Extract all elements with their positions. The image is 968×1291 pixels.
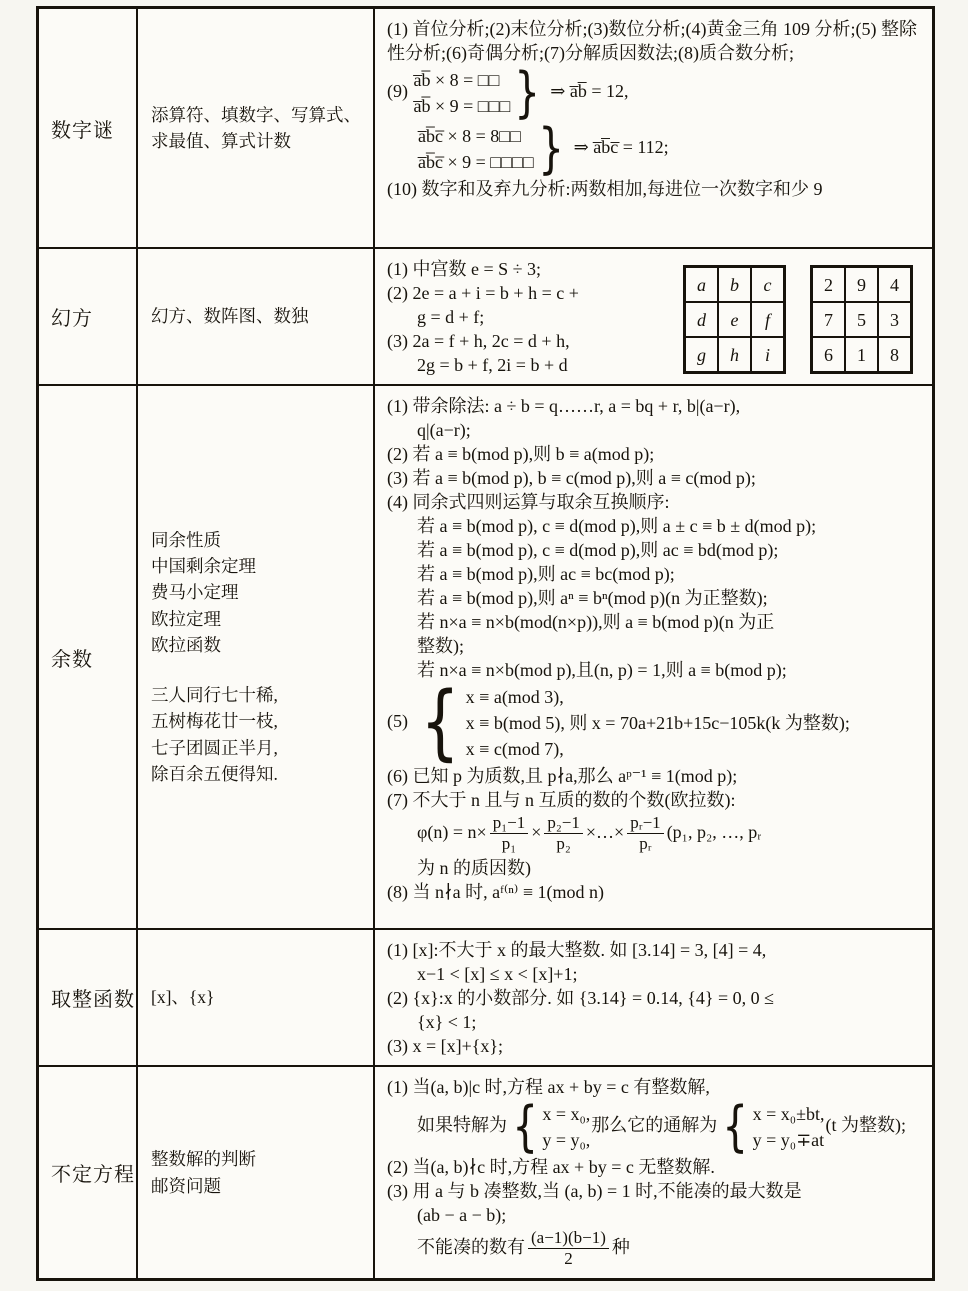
content-line [387,658,924,682]
subtopic-line: 费马小定理 [151,582,239,603]
text-run: {x} < 1; [417,1012,477,1032]
content-line [387,788,924,812]
numerator: p₂−1 [544,813,583,834]
grid-cell: i [751,337,784,372]
topic-cell [39,930,138,1067]
text-run: × [531,822,542,843]
text-run: g = d + f; [417,307,485,327]
subtopic-line: 添算符、填数字、写算式、求最值、算式计数 [151,104,361,151]
topic-label: 余数 [51,648,93,671]
content-lines [387,257,655,377]
equation-system [718,1094,825,1158]
subtopic-line: 五树梅花廿一枝, [151,711,278,732]
text-run: (1) [x]:不大于 x 的最大整数. 如 [3.14] = 3, [4] = 4, [387,940,767,960]
text-run: 若 a ≡ b(mod p), c ≡ d(mod p),则 ac ≡ bd(mod p); [417,540,779,560]
numerator: p₁−1 [490,813,529,834]
brace-glyph: { [512,1094,539,1158]
text-run: (1) 首位分析;(2)末位分析;(3)数位分析;(4)黄金三角 109 分析;(5) 整除性分析;(6)奇偶分析;(7)分解质因数法;(8)质合数分析; [387,19,917,63]
subtopic-line [151,658,367,682]
content-cell [375,1067,932,1278]
subtopic-line: 同余性质 [151,529,221,550]
text-run: (4) 同余式四则运算与取余互换顺序: [387,492,670,512]
topic-label: 取整函数 [51,989,135,1011]
content-line [387,17,924,65]
text-run: φ(n) = n× [417,822,487,843]
content-line [387,812,924,856]
content-line [387,1227,924,1271]
grid-cell: e [718,302,751,337]
content-line [387,281,655,305]
content-line [387,675,924,771]
subtopic-line: [x]、{x} [151,987,215,1008]
equation-line: x ≡ a(mod 3), [465,687,564,707]
equation-line: x ≡ b(mod 5), 则 x = 70a+21b+15c−105k(k 为整数); [465,713,850,733]
grid-cell: 1 [845,337,878,372]
equation-system [414,675,850,771]
text-run: (5) [387,711,413,732]
numerator: (a−1)(b−1) [528,1228,609,1249]
content-line [387,962,924,986]
fraction [490,813,529,855]
content-line [387,305,655,329]
content-line [387,634,924,658]
text-run: (8) 当 n∤a 时, aᶠ⁽ⁿ⁾ ≡ 1(mod n) [387,881,604,902]
subtopics-cell [138,9,375,249]
fraction [544,813,583,855]
content-line [387,329,655,353]
subtopics-cell [138,930,375,1067]
subtopics-cell [138,1067,375,1278]
equation-line: a̅b̅ × 8 = □□ [413,70,500,90]
grid-cell: 3 [878,302,911,337]
text-run: (3) 用 a 与 b 凑整数,当 (a, b) = 1 时,不能凑的最大数是 [387,1181,802,1201]
content-line [387,1094,924,1158]
text-run: ⇒ a̅b̅c̅ = 112; [569,137,669,158]
text-run: (7) 不大于 n 且与 n 互质的数的个数(欧拉数): [387,790,736,810]
grid-cell: 5 [845,302,878,337]
content-line [387,257,655,281]
denominator: 2 [564,1249,573,1269]
content-line [387,353,655,377]
text-run: (1) 中宫数 e = S ÷ 3; [387,259,542,279]
subtopic-line: 中国剩余定理 [151,556,256,577]
text-run: 种 [611,1237,630,1258]
topic-cell [39,249,138,386]
content-line [387,514,924,538]
content-lines [387,17,924,201]
text-run: ×…× [585,822,625,843]
numerator: pᵣ−1 [627,813,664,834]
text-run: (2) 当(a, b)∤c 时,方程 ax + by = c 无整数解. [387,1157,715,1177]
subtopic-line: 欧拉定理 [151,608,221,629]
content-line [387,610,924,634]
content-line [387,442,924,466]
text-run: (10) 数字和及弃九分析:两数相加,每进位一次数字和少 9 [387,179,823,199]
content-line [387,466,924,490]
content-line [387,986,924,1010]
equation-line: y = y₀, [542,1130,591,1150]
subtopic-line: 欧拉函数 [151,634,221,655]
text-run: (3) 若 a ≡ b(mod p), b ≡ c(mod p),则 a ≡ c(mod p); [387,468,756,488]
topic-label: 幻方 [51,308,93,330]
content-line [387,1203,924,1227]
magic-square-numbers-grid [810,265,913,374]
equation-line: x ≡ c(mod 7), [465,739,564,759]
equation-system [508,1094,591,1158]
content-line [387,1155,924,1179]
text-run: (ab − a − b); [417,1205,507,1225]
magic-square-letters-grid [683,265,786,374]
content-cell [375,249,932,386]
text-run: 若 a ≡ b(mod p), c ≡ d(mod p),则 a ± c ≡ b ± d(mod p); [417,516,817,536]
subtopic-line: 整数解的判断 [151,1149,256,1170]
content-lines [387,938,924,1058]
grid-cell: h [718,337,751,372]
content-line [387,880,924,904]
grid-cell: 8 [878,337,911,372]
text-run: 若 a ≡ b(mod p),则 aⁿ ≡ bⁿ(mod p)(n 为正整数); [417,588,768,608]
content-line [387,538,924,562]
equation-stack [542,1101,590,1153]
fraction [528,1228,609,1270]
denominator: p₁ [501,834,517,854]
brace-glyph: { [420,675,460,771]
content-line [387,116,924,180]
content-line [387,586,924,610]
text-run: (3) x = [x]+{x}; [387,1036,504,1056]
magic-square-grids [683,265,913,374]
subtopic-line: 幻方、数阵图、数独 [151,306,309,327]
content-line [387,1179,924,1203]
subtopics-cell [138,249,375,386]
grid-cell: 7 [812,302,845,337]
content-line [387,764,924,788]
grid-cell: 4 [878,267,911,302]
equation-system [418,116,568,180]
equation-stack [414,67,511,119]
brace-glyph: { [722,1094,749,1158]
equation-line: x = x₀, [542,1104,591,1124]
text-run: (6) 已知 p 为质数,且 p∤a,那么 aᵖ⁻¹ ≡ 1(mod p); [387,766,738,786]
reference-table [36,6,935,1281]
text-run: (1) 当(a, b)|c 时,方程 ax + by = c 有整数解, [387,1077,710,1097]
text-run: 那么它的通解为 [591,1115,718,1136]
equation-line: a̅b̅c̅ × 8 = 8□□ [418,126,522,146]
text-run: 整数); [417,636,464,656]
text-run: (2) {x}:x 的小数部分. 如 {3.14} = 0.14, {4} = 0, 0 ≤ [387,988,775,1008]
denominator: pᵣ [639,834,652,854]
equation-stack [466,684,850,762]
content-line [387,490,924,514]
text-run: (2) 2e = a + i = b + h = c + [387,283,579,303]
content-line [387,562,924,586]
topic-label: 不定方程 [51,1164,135,1186]
content-cell [375,386,932,930]
text-run: 为 n 的质因数) [417,857,531,878]
grid-cell: c [751,267,784,302]
content-line [387,856,924,880]
topic-cell [39,9,138,249]
content-line [387,60,924,124]
text-run: 2g = b + f, 2i = b + d [417,355,568,375]
content-lines [387,394,924,904]
subtopic-line: 除百余五便得知. [151,763,278,784]
fraction [627,813,664,855]
text-run: 若 n×a ≡ n×b(mod(n×p)),则 a ≡ b(mod p)(n 为正 [417,612,775,632]
denominator: p₂ [556,834,571,854]
text-run: (3) 2a = f + h, 2c = d + h, [387,331,570,351]
equation-line: y = y₀∓at [752,1130,825,1150]
content-line [387,1010,924,1034]
text-run: ⇒ a̅b̅ = 12, [545,81,629,102]
content-cell [375,930,932,1067]
text-run: 如果特解为 [417,1115,507,1136]
brace-glyph: } [514,60,541,124]
content-lines [387,1075,924,1271]
equation-line: a̅b̅c̅ × 9 = □□□□ [418,152,534,172]
grid-cell: b [718,267,751,302]
topic-cell [39,386,138,930]
equation-stack [418,123,534,175]
text-run: 若 a ≡ b(mod p),则 ac ≡ bc(mod p); [417,564,675,584]
grid-cell: g [685,337,718,372]
equation-line: x = x₀±bt, [752,1104,825,1124]
equation-stack [753,1101,825,1153]
topic-label: 数字谜 [51,119,114,142]
content-line [387,418,924,442]
grid-cell: 9 [845,267,878,302]
grid-cell: 6 [812,337,845,372]
content-line [387,177,924,201]
brace-glyph: } [538,116,564,180]
text-run: (t 为整数); [825,1115,906,1136]
grid-cell: d [685,302,718,337]
text-run: 不能凑的数有 [417,1237,525,1258]
grid-cell: 2 [812,267,845,302]
equation-system [413,60,545,124]
content-line [387,1075,924,1099]
subtopic-line: 三人同行七十稀, [151,685,278,706]
topic-cell [39,1067,138,1278]
text-run: 若 n×a ≡ n×b(mod p),且(n, p) = 1,则 a ≡ b(mod p); [417,660,787,680]
content-line [387,394,924,418]
text-run: (p₁, p₂, …, pᵣ [666,822,762,843]
text-run: (9) [387,81,413,102]
subtopic-line: 七子团圆正半月, [151,737,278,758]
grid-cell: a [685,267,718,302]
text-run: (2) 若 a ≡ b(mod p),则 b ≡ a(mod p); [387,444,655,464]
subtopics-cell [138,386,375,930]
equation-line: a̅b̅ × 9 = □□□ [413,96,511,116]
grid-cell: f [751,302,784,337]
content-cell [375,9,932,249]
text-run: (1) 带余除法: a ÷ b = q……r, a = bq + r, b|(a−r), [387,396,741,416]
subtopic-line: 邮资问题 [151,1175,221,1196]
content-line [387,1034,924,1058]
text-run: q|(a−r); [417,420,471,440]
text-run: x−1 < [x] ≤ x < [x]+1; [417,964,578,984]
content-line [387,938,924,962]
